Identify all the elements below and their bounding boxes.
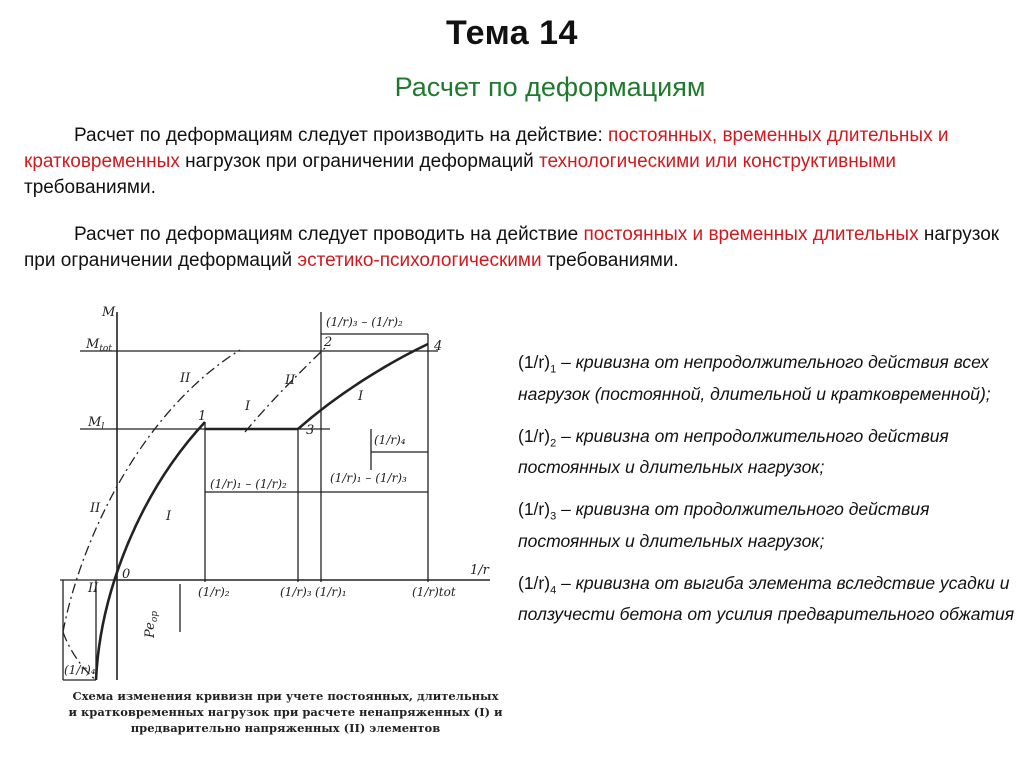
curve-ii-right: [245, 348, 325, 432]
p1-text-1: Расчет по деформациям следует производить на действие:: [74, 125, 609, 146]
ml-label: $M_l$: [88, 415, 105, 432]
point-4: 4: [434, 339, 443, 354]
curve-label-ii-1: II: [180, 371, 191, 386]
p1-highlight-2: технологическими или конструктивными: [539, 151, 897, 172]
curve-label-ii-4: II: [88, 581, 99, 596]
definition-1: $(1/r)_1$ – кривизна от непродолжительного действия всех нагрузок (постоянной, длительной и кратковременной);: [518, 352, 991, 404]
tick-3-label: (1/r)₃: [280, 585, 312, 599]
dim-4-bottom-label: (1/r)₄: [64, 663, 96, 677]
p2-highlight-2: эстетико-психологическими: [297, 250, 542, 271]
p2-text-2: нагрузок при ограничении деформаций: [24, 224, 1000, 271]
definition-4: $(1/r)_4$ – кривизна от выгиба элемента вследствие усадки и ползучести бетона от усилия предварительного обжатия: [518, 572, 1015, 624]
axis-x-label: 1/r: [470, 563, 489, 578]
curve-label-i-3: I: [166, 509, 172, 524]
paragraph-1: [24, 123, 1009, 201]
curve-label-i-2: I: [358, 389, 364, 404]
curve-i: [96, 422, 205, 680]
curve-i-upper: [298, 344, 428, 429]
tick-tot-label: (1/r)tot: [412, 585, 456, 599]
paragraph-2: [24, 222, 1009, 292]
curvature-diagram: [30, 292, 500, 742]
p2-highlight-1: постоянных и временных длительных: [583, 224, 919, 245]
p1-text-3: требованиями.: [24, 177, 156, 198]
p1-text-2: нагрузок при ограничении деформаций: [179, 151, 539, 172]
dim-right-label: (1/r)₁ – (1/r)₃: [330, 471, 407, 485]
mtot-label: $M_{tot}$: [86, 337, 112, 354]
pe-label: $Pe_{op}$: [143, 610, 160, 638]
dim-top-label: (1/r)₃ – (1/r)₂: [326, 315, 403, 329]
dim-4-label: (1/r)₄: [374, 433, 406, 447]
tick-2-label: (1/r)₂: [198, 585, 230, 599]
curve-label-ii-3: II: [90, 501, 101, 516]
dim-left-label: (1/r)₁ – (1/r)₂: [210, 477, 287, 491]
slide-title: Тема 14: [446, 14, 578, 52]
slide-subtitle: Расчет по деформациям: [394, 72, 706, 102]
origin-label: 0: [122, 567, 131, 582]
definition-3: $(1/r)_3$ – кривизна от продолжительного действия постоянных и длительных нагрузок;: [518, 499, 930, 551]
axis-y-label: M: [102, 305, 116, 320]
tick-1-label: (1/r)₁: [315, 585, 347, 599]
curve-label-i-1: I: [245, 399, 251, 414]
p2-text-3: требованиями.: [541, 250, 679, 271]
point-2: 2: [324, 335, 333, 350]
p2-text-1: Расчет по деформациям следует проводить на действие: [74, 224, 584, 245]
definition-2: $(1/r)_2$ – кривизна от непродолжительного действия постоянных и длительных нагрузок;: [518, 425, 949, 477]
figure-caption: Схема изменения кривизн при учете постоянных, длительных и кратковременных нагрузок при расчете ненапряженных (I) и предварительно напряженных (II) элементов: [68, 689, 503, 735]
curve-label-ii-2: II: [285, 373, 296, 388]
point-3: 3: [306, 423, 315, 438]
point-1: 1: [198, 409, 207, 424]
definitions-list: [518, 350, 1018, 644]
p1-highlight-1: постоянных, временных длительных и кратковременных: [24, 125, 949, 172]
